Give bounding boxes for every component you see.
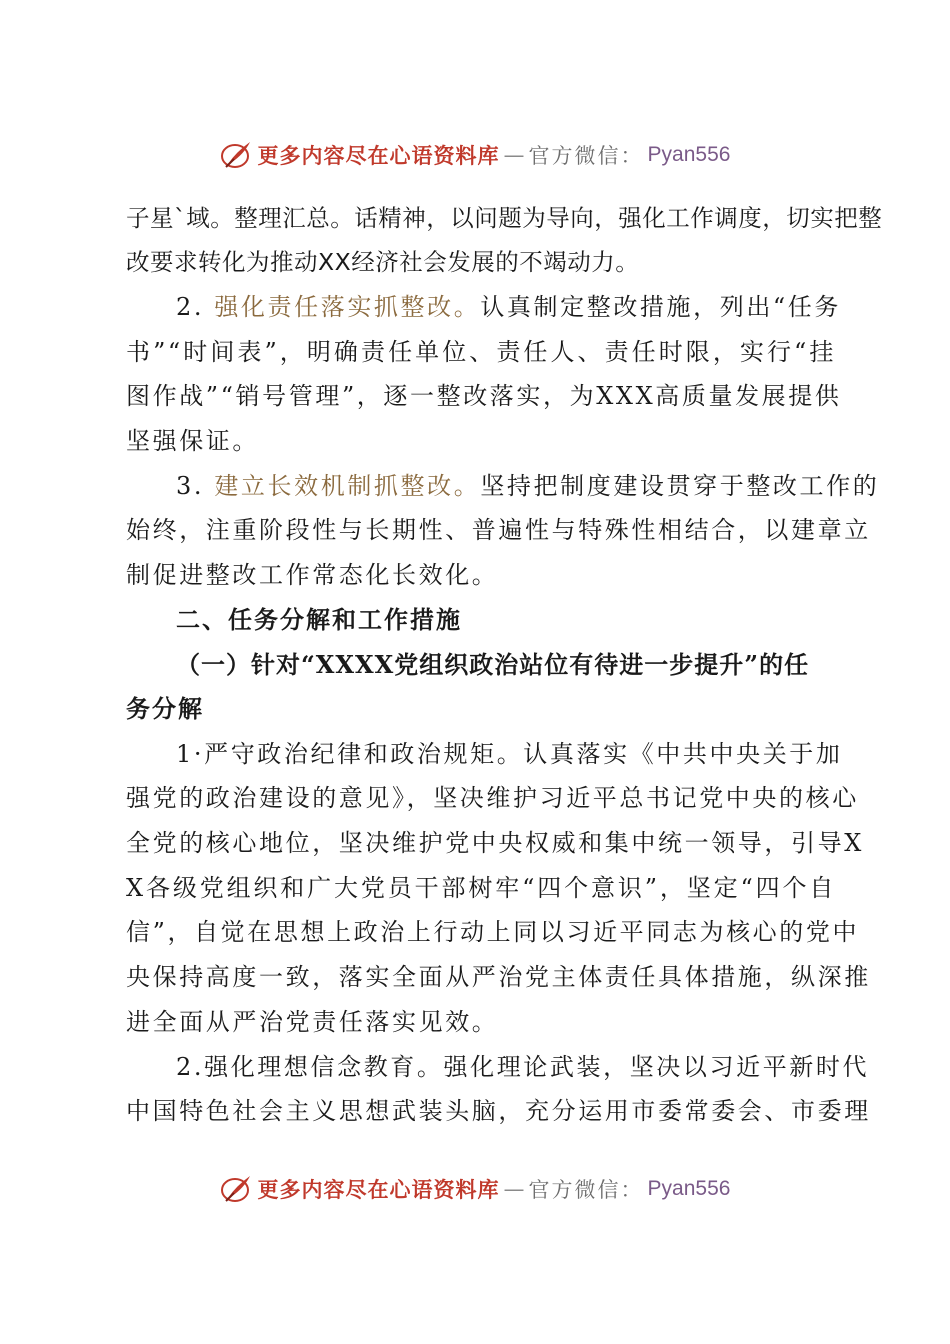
item-heading: 强化责任落实抓整改。: [214, 293, 481, 321]
header-watermark-banner: [0, 138, 950, 174]
body-line-13: 1·严守政治纪律和政治规矩。认真落实《中共中央关于加: [176, 740, 843, 768]
body-line-14: 强党的政治建设的意见》，坚决维护习近平总书记党中央的核心: [126, 784, 859, 812]
item-text: 认真制定整改措施，列出“任务: [480, 293, 841, 321]
body-line-21: 中国特色社会主义思想武装头脑，充分运用市委常委会、市委理: [126, 1097, 871, 1125]
subsection-heading-cont: 务分解: [126, 694, 204, 723]
body-line-15: 全党的核心地位，坚决维护党中央权威和集中统一领导，引导X: [126, 829, 864, 857]
body-line-19: 进全面从严治党责任落实见效。: [126, 1008, 499, 1036]
numbered-item-3: [176, 469, 880, 503]
subsection-heading: （一）针对“XXXX党组织政治站位有待进一步提升”的任: [176, 650, 810, 679]
item-number: 2.: [176, 293, 215, 321]
banner-wechat-label: 官方微信：: [528, 1178, 644, 1202]
quill-pen-logo-icon: [220, 1172, 254, 1206]
body-line-1: 子星`域。整理汇总。话精神，以问题为导向，强化工作调度，切实把整: [126, 204, 883, 232]
item-number: 3.: [176, 472, 215, 500]
body-line-17: 信”，自觉在思想上政治上行动上同以习近平同志为核心的党中: [126, 918, 860, 946]
banner-wechat-label: 官方微信：: [528, 144, 644, 168]
body-line-16: X各级党组织和广大党员干部树牢“四个意识”，坚定“四个自: [126, 874, 836, 902]
body-line-6: 坚强保证。: [126, 427, 259, 455]
item-text: 坚持把制度建设贯穿于整改工作的: [480, 472, 880, 500]
body-line-20: 2.强化理想信念教育。强化理论武装，坚决以习近平新时代: [176, 1053, 870, 1081]
banner-wechat-id: Pyan556: [647, 1177, 731, 1200]
numbered-item-2: [176, 290, 841, 324]
body-line-9: 制促进整改工作常态化长效化。: [126, 561, 499, 589]
banner-wechat-id: Pyan556: [647, 143, 731, 166]
section-heading: 二、任务分解和工作措施: [176, 605, 462, 634]
item-heading: 建立长效机制抓整改。: [214, 472, 481, 500]
body-line-8: 始终，注重阶段性与长期性、普遍性与特殊性相结合，以建章立: [126, 516, 871, 544]
quill-pen-logo-icon: [220, 138, 254, 172]
body-line-4: 书”“时间表”，明确责任单位、责任人、责任时限，实行“挂: [126, 338, 836, 366]
footer-watermark-banner: [0, 1172, 950, 1208]
body-line-2: 改要求转化为推动XX经济社会发展的不竭动力。: [126, 248, 640, 276]
body-line-18: 央保持高度一致，落实全面从严治党主体责任具体措施，纵深推: [126, 963, 871, 991]
banner-separator: —: [503, 1177, 525, 1201]
banner-separator: —: [503, 143, 525, 167]
body-line-5: 图作战”“销号管理”，逐一整改落实，为XXX高质量发展提供: [126, 382, 842, 410]
banner-title: 更多内容尽在心语资料库: [257, 1177, 500, 1202]
banner-title: 更多内容尽在心语资料库: [257, 143, 500, 168]
